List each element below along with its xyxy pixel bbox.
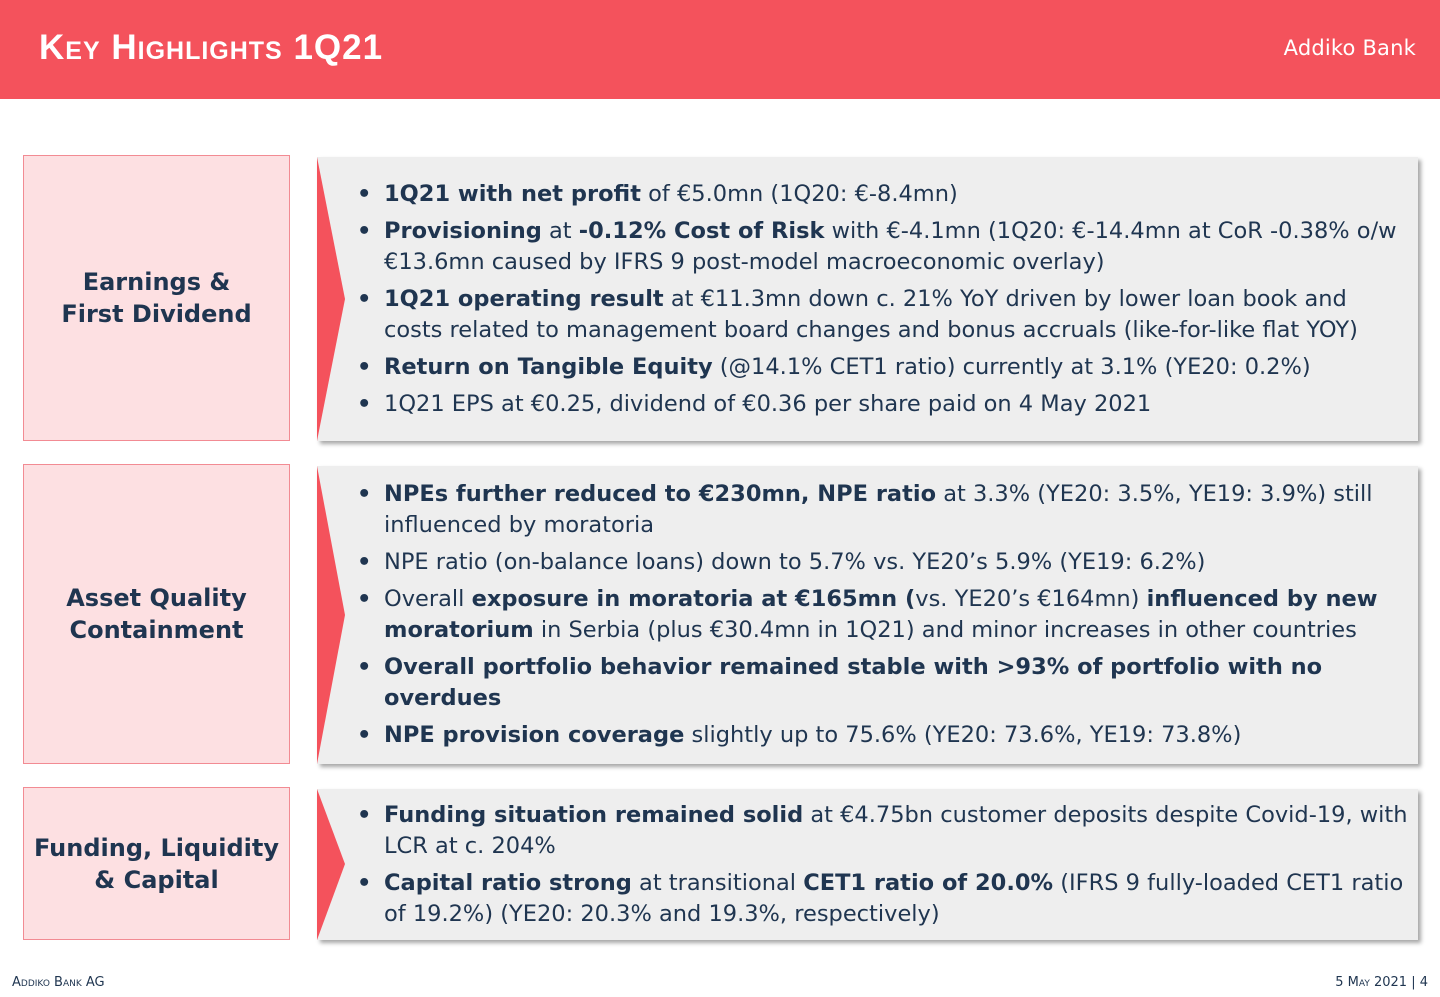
- bullet-item: [357, 652, 1408, 714]
- bullet-text: -0.12% Cost of Risk: [578, 217, 825, 244]
- bullet-list: [357, 157, 1408, 441]
- bullet-text: influenced by new moratorium: [384, 586, 1378, 643]
- bullet-text: 1Q21 EPS at €0.25, dividend of €0.36 per share paid on 4 May 2021: [384, 390, 1152, 417]
- bullet-text: Return on Tangible Equity: [384, 353, 713, 380]
- section-content-funding: [317, 789, 1418, 940]
- bullet-text: vs. YE20’s €164mn): [915, 586, 1147, 612]
- bullet-list: [357, 466, 1408, 764]
- bullet-item: [357, 547, 1408, 578]
- bullet-text: at 3.3% (YE20: 3.5%, YE19: 3.9%) still influenced by moratoria: [384, 481, 1373, 538]
- chevron-wedge-icon: [317, 157, 345, 441]
- footer-company: Addiko Bank AG: [12, 975, 105, 990]
- bullet-dot-icon: •: [357, 285, 372, 312]
- bullet-text: Overall: [384, 586, 472, 612]
- bullet-text: Funding situation remained solid: [384, 801, 804, 828]
- bullet-dot-icon: •: [357, 654, 372, 680]
- section-label-funding: [23, 787, 290, 940]
- bullet-item: [357, 284, 1408, 346]
- bullet-item: [357, 868, 1408, 930]
- chevron-wedge-icon: [317, 466, 345, 764]
- bullet-text: at €11.3mn down c. 21% YoY driven by lower loan book and costs related to management board changes and bonus accruals (like-for-like flat YOY): [384, 285, 1358, 343]
- bullet-dot-icon: •: [357, 722, 372, 748]
- bullet-item: [357, 479, 1408, 541]
- bullet-item: [357, 584, 1408, 646]
- bullet-text: (IFRS 9 fully-loaded CET1 ratio of 19.2%) (YE20: 20.3% and 19.3%, respectively): [384, 869, 1404, 927]
- bullet-dot-icon: •: [357, 390, 372, 417]
- section-label-earnings: [23, 155, 290, 441]
- bullet-text: CET1 ratio of 20.0%: [803, 869, 1054, 896]
- bullet-item: [357, 800, 1408, 862]
- section-label-text: Asset Quality Containment: [66, 584, 247, 644]
- bullet-dot-icon: •: [357, 801, 372, 828]
- bullet-dot-icon: •: [357, 549, 372, 575]
- bullet-item: [357, 352, 1408, 383]
- section-label-text: Funding, Liquidity & Capital: [33, 833, 280, 894]
- chevron-wedge-icon: [317, 789, 345, 940]
- bullet-item: [357, 216, 1408, 278]
- bullet-text: at: [541, 217, 579, 244]
- bullet-text: with €-4.1mn (1Q20: €-14.4mn at CoR -0.38% o/w €13.6mn caused by IFRS 9 post-model macroeconomic overlay): [384, 217, 1397, 275]
- page-title: Key Highlights 1Q21: [39, 28, 384, 67]
- bullet-text: Overall portfolio behavior remained stable with >93% of portfolio with no overdues: [384, 654, 1323, 711]
- bullet-dot-icon: •: [357, 180, 372, 207]
- bullet-text: Provisioning: [384, 217, 542, 244]
- bullet-dot-icon: •: [357, 353, 372, 380]
- bullet-text: 1Q21 with net profit: [384, 180, 641, 207]
- bullet-text: Capital ratio strong: [384, 869, 632, 896]
- bullet-list: [357, 789, 1408, 940]
- bullet-text: NPEs further reduced to €230mn, NPE ratio: [384, 481, 937, 507]
- brand-logo: Addiko Bank: [1283, 36, 1416, 60]
- bullet-text: exposure in moratoria at €165mn (: [471, 586, 916, 612]
- bullet-dot-icon: •: [357, 869, 372, 896]
- bullet-dot-icon: •: [357, 217, 372, 244]
- bullet-text: at €4.75bn customer deposits despite Covid-19, with LCR at c. 204%: [384, 801, 1408, 859]
- bullet-text: at transitional: [631, 869, 804, 896]
- section-content-earnings: [317, 157, 1418, 441]
- bullet-item: [357, 720, 1408, 751]
- bullet-dot-icon: •: [357, 481, 372, 507]
- footer-date-page: 5 May 2021 | 4: [1335, 975, 1428, 990]
- bullet-text: (@14.1% CET1 ratio) currently at 3.1% (YE20: 0.2%): [712, 353, 1311, 380]
- section-label-asset-quality: [23, 464, 290, 764]
- section-label-text: Earnings & First Dividend: [61, 268, 252, 328]
- bullet-item: [357, 179, 1408, 210]
- bullet-dot-icon: •: [357, 586, 372, 612]
- bullet-text: 1Q21 operating result: [384, 285, 664, 312]
- bullet-text: of €5.0mn (1Q20: €-8.4mn): [641, 180, 958, 207]
- bullet-text: slightly up to 75.6% (YE20: 73.6%, YE19: 73.8%): [684, 722, 1242, 748]
- section-content-asset-quality: [317, 466, 1418, 764]
- bullet-text: in Serbia (plus €30.4mn in 1Q21) and minor increases in other countries: [533, 617, 1357, 643]
- header-bar: [0, 0, 1440, 99]
- bullet-text: NPE ratio (on-balance loans) down to 5.7% vs. YE20’s 5.9% (YE19: 6.2%): [384, 549, 1206, 575]
- bullet-text: NPE provision coverage: [384, 722, 685, 748]
- bullet-item: [357, 389, 1408, 420]
